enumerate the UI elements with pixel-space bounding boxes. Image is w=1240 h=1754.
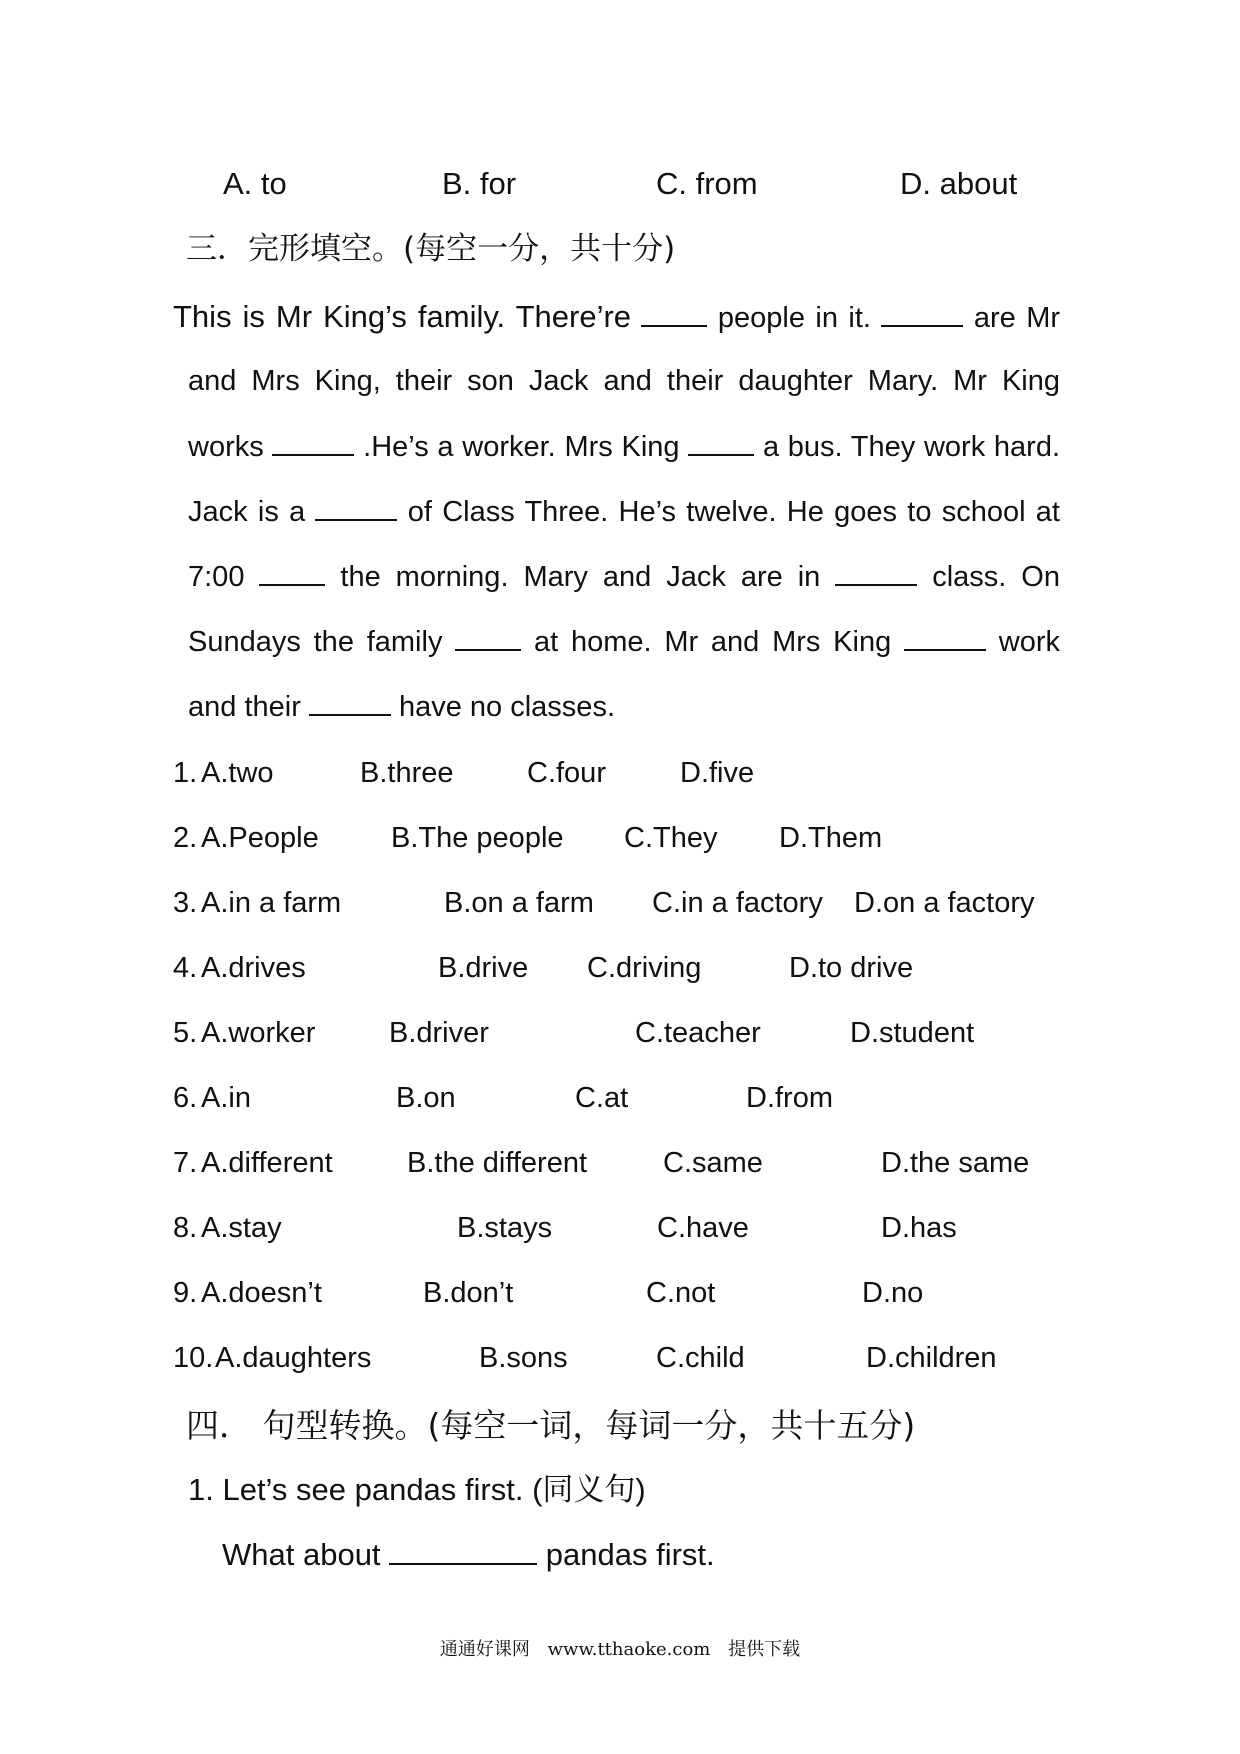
question-row: 9. A.doesn’t B.don’t C.not D.no xyxy=(173,1273,1073,1313)
answer-blank xyxy=(455,621,521,651)
footer-note: 提供下载 xyxy=(728,1639,801,1660)
option-b: B.stays xyxy=(457,1212,553,1244)
option-d: D.no xyxy=(862,1277,924,1309)
passage-line: works .He’s a worker. Mrs King a bus. They work hard. xyxy=(188,426,1060,467)
question-row: 4. A.drives B.drive C.driving D.to drive xyxy=(173,948,1073,988)
option-c: C.teacher xyxy=(635,1017,761,1049)
option-d: D.on a factory xyxy=(854,887,1035,919)
option-d: D.Them xyxy=(779,822,883,854)
option-a: A.in a farm xyxy=(201,887,342,919)
option-a: A.daughters xyxy=(215,1342,372,1374)
option-b: B.three xyxy=(360,757,454,789)
option-a: A.drives xyxy=(201,952,306,984)
transform-question-1: 1. Let’s see pandas first. (同义句) xyxy=(188,1472,646,1507)
option-d: D.from xyxy=(746,1082,833,1114)
option-a: A.stay xyxy=(201,1212,282,1244)
transform-answer-1: What about pandas first. xyxy=(222,1537,715,1572)
footer-site-name: 通通好课网 xyxy=(439,1639,530,1660)
section-3-heading: 三．完形填空。(每空一分，共十分) xyxy=(186,231,676,267)
option-d: D. about xyxy=(900,166,1018,201)
option-d: D.student xyxy=(850,1017,975,1049)
question-row: 2. A.People B.The people C.They D.Them xyxy=(173,818,1073,858)
option-a: A.People xyxy=(201,822,319,854)
question-row: 5. A.worker B.driver C.teacher D.student xyxy=(173,1013,1073,1053)
option-a: A.different xyxy=(201,1147,333,1179)
option-d: D.to drive xyxy=(789,952,914,984)
section-4-heading: 四． 句型转换。(每空一词，每词一分，共十五分) xyxy=(186,1406,916,1445)
passage-line: This is Mr King’s family. There’re people in it. are Mr xyxy=(173,299,1061,334)
option-b: B.drive xyxy=(438,952,529,984)
passage-line: Jack is a of Class Three. He’s twelve. He goes to school at xyxy=(188,491,1060,532)
option-c: C.driving xyxy=(587,952,702,984)
previous-question-options xyxy=(0,164,1240,204)
option-b: B.on xyxy=(396,1082,456,1114)
option-b: B. for xyxy=(442,166,517,201)
option-c: C.at xyxy=(575,1082,629,1114)
option-b: B.sons xyxy=(479,1342,568,1374)
option-c: C.They xyxy=(624,822,718,854)
answer-blank xyxy=(259,556,325,586)
passage-line: Sundays the family at home. Mr and Mrs King work xyxy=(188,621,1060,662)
answer-blank xyxy=(835,556,917,586)
answer-blank xyxy=(904,621,986,651)
answer-blank xyxy=(881,297,963,327)
option-a: A.in xyxy=(201,1082,251,1114)
passage-line: 7:00 the morning. Mary and Jack are in class. On xyxy=(188,556,1060,597)
option-b: B.don’t xyxy=(423,1277,514,1309)
passage-line: and Mrs King, their son Jack and their daughter Mary. Mr King xyxy=(188,365,1060,397)
option-a: A.two xyxy=(201,757,274,789)
passage-line: and their have no classes. xyxy=(188,686,1060,727)
question-row: 6. A.in B.on C.at D.from xyxy=(173,1078,1073,1118)
option-a: A.worker xyxy=(201,1017,316,1049)
option-d: D.five xyxy=(680,757,755,789)
answer-blank xyxy=(389,1535,537,1565)
answer-blank xyxy=(641,297,707,327)
question-row: 7. A.different B.the different C.same D.the same xyxy=(173,1143,1073,1183)
option-c: C.in a factory xyxy=(652,887,823,919)
option-d: D.children xyxy=(866,1342,997,1374)
answer-blank xyxy=(272,426,354,456)
question-row: 8. A.stay B.stays C.have D.has xyxy=(173,1208,1073,1248)
option-c: C.not xyxy=(646,1277,716,1309)
option-a: A.doesn’t xyxy=(201,1277,322,1309)
option-c: C. from xyxy=(656,166,758,201)
option-c: C.same xyxy=(663,1147,763,1179)
option-b: B.the different xyxy=(407,1147,588,1179)
option-c: C.child xyxy=(656,1342,745,1374)
option-a: A. to xyxy=(223,166,287,201)
option-c: C.four xyxy=(527,757,606,789)
answer-blank xyxy=(315,491,397,521)
page-footer xyxy=(0,1638,1240,1662)
question-row: 3. A.in a farm B.on a farm C.in a factory D.on a factory xyxy=(173,883,1073,923)
option-d: D.the same xyxy=(881,1147,1030,1179)
question-row: 10. A.daughters B.sons C.child D.children xyxy=(173,1338,1073,1378)
question-row: 1. A.two B.three C.four D.five xyxy=(173,753,1073,793)
option-b: B.The people xyxy=(391,822,564,854)
option-b: B.driver xyxy=(389,1017,489,1049)
answer-blank xyxy=(309,686,391,716)
footer-url: www.tthaoke.com xyxy=(547,1639,711,1660)
answer-blank xyxy=(688,426,754,456)
option-b: B.on a farm xyxy=(444,887,594,919)
option-d: D.has xyxy=(881,1212,957,1244)
option-c: C.have xyxy=(657,1212,749,1244)
